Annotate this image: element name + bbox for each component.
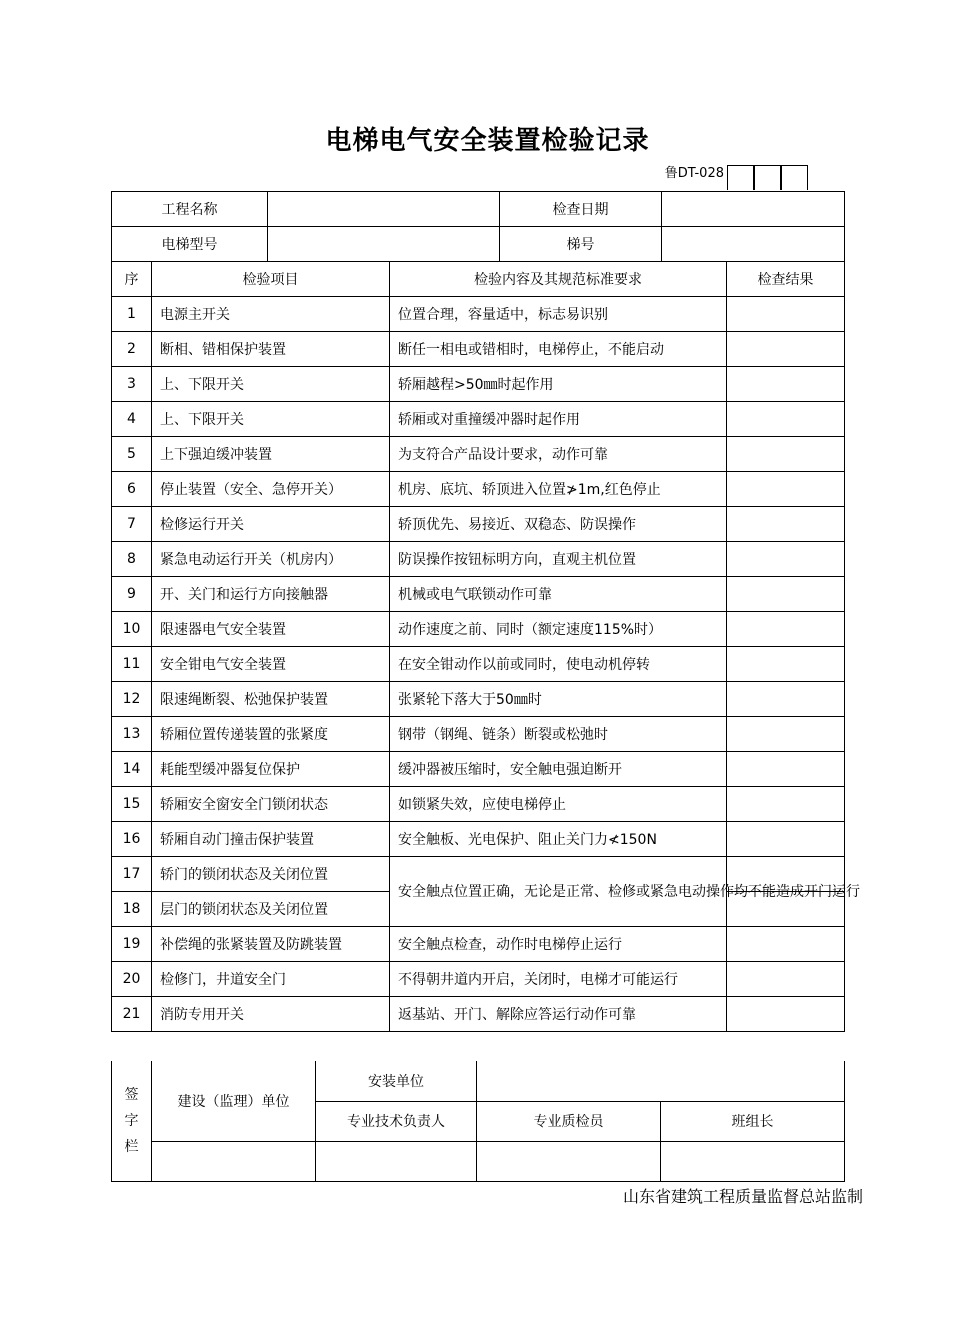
row-content: 防误操作按钮标明方向，直观主机位置 [390,542,727,577]
row-result-field[interactable] [727,962,845,997]
inspection-table [111,191,860,1032]
row-item: 停止装置（安全、急停开关） [152,472,390,507]
row-result-field[interactable] [727,682,845,717]
signature-table [111,1061,845,1182]
team-leader-sign-field[interactable] [661,1141,845,1181]
row-content: 安全触点检查，动作时电梯停止运行 [390,927,727,962]
row-result-field[interactable] [727,717,845,752]
row-item: 检修门，井道安全门 [152,962,390,997]
row-number: 16 [112,822,152,857]
row-content: 动作速度之前、同时（额定速度115%时） [390,612,727,647]
row-content: 在安全钳动作以前或同时，使电动机停转 [390,647,727,682]
table-row [112,332,845,367]
team-leader-label: 班组长 [661,1101,845,1141]
row-item: 轿门的锁闭状态及关闭位置 [152,857,390,892]
table-row [112,927,845,962]
row-content-merged: 安全触点位置正确，无论是正常、检修或紧急电动操作均不能造成开门运行 [390,857,727,927]
sign-char-1: 签 [124,1086,139,1103]
elevator-no-label: 梯号 [500,227,662,262]
table-row [112,857,845,892]
code-box-2[interactable] [754,165,781,190]
row-item: 上下强迫缓冲装置 [152,437,390,472]
table-row [112,822,845,857]
table-row [112,542,845,577]
table-row [112,647,845,682]
sign-char-3: 栏 [124,1138,139,1155]
row-result-field[interactable] [727,472,845,507]
row-content: 位置合理，容量适中，标志易识别 [390,297,727,332]
construction-sign-field[interactable] [152,1141,316,1181]
table-row [112,577,845,612]
row-number: 4 [112,402,152,437]
page-title: 电梯电气安全装置检验记录 [325,126,650,156]
row-result-field[interactable] [727,997,845,1032]
row-number: 14 [112,752,152,787]
row-number: 9 [112,577,152,612]
footer-supervisor: 山东省建筑工程质量监督总站监制 [622,1187,863,1206]
row-item: 轿厢安全窗安全门锁闭状态 [152,787,390,822]
column-header-row [112,262,845,297]
row-content: 返基站、开门、解除应答运行动作可靠 [390,997,727,1032]
row-item: 上、下限开关 [152,402,390,437]
row-number: 6 [112,472,152,507]
row-item: 轿厢自动门撞击保护装置 [152,822,390,857]
project-name-field[interactable] [268,192,500,227]
row-number: 21 [112,997,152,1032]
row-item: 层门的锁闭状态及关闭位置 [152,892,390,927]
table-row [112,962,845,997]
row-result-field[interactable] [727,297,845,332]
row-number: 15 [112,787,152,822]
row-result-field[interactable] [727,577,845,612]
row-result-field[interactable] [727,752,845,787]
inspect-date-field[interactable] [662,192,845,227]
project-name-label: 工程名称 [112,192,268,227]
row-result-field[interactable] [727,367,845,402]
row-number: 3 [112,367,152,402]
table-row [112,507,845,542]
row-result-field[interactable] [727,612,845,647]
row-number: 2 [112,332,152,367]
row-result-field[interactable] [727,822,845,857]
construction-unit-label: 建设（监理）单位 [152,1061,316,1141]
row-result-field[interactable] [727,437,845,472]
row-number: 11 [112,647,152,682]
row-content: 为支符合产品设计要求，动作可靠 [390,437,727,472]
row-content: 安全触板、光电保护、阻止关门力≮150N [390,822,727,857]
table-row [112,297,845,332]
signature-side-label [112,1061,152,1181]
row-item: 限速绳断裂、松弛保护装置 [152,682,390,717]
row-content: 轿厢或对重撞缓冲器时起作用 [390,402,727,437]
inspect-date-label: 检查日期 [500,192,662,227]
row-result-field[interactable] [727,927,845,962]
row-number: 5 [112,437,152,472]
row-content: 轿顶优先、易接近、双稳态、防误操作 [390,507,727,542]
row-content: 断任一相电或错相时，电梯停止，不能启动 [390,332,727,367]
col-content: 检验内容及其规范标准要求 [390,262,727,297]
quality-inspector-label: 专业质检员 [477,1101,661,1141]
col-item: 检验项目 [152,262,390,297]
row-number: 10 [112,612,152,647]
row-number: 19 [112,927,152,962]
row-number: 8 [112,542,152,577]
table-row [112,752,845,787]
row-item: 紧急电动运行开关（机房内） [152,542,390,577]
elevator-model-label: 电梯型号 [112,227,268,262]
row-item: 消防专用开关 [152,997,390,1032]
row-item: 限速器电气安全装置 [152,612,390,647]
table-row [112,402,845,437]
row-item: 开、关门和运行方向接触器 [152,577,390,612]
table-row [112,612,845,647]
code-box-1[interactable] [727,165,754,190]
form-code: 鲁DT-028 [664,166,724,181]
table-row [112,437,845,472]
row-number: 18 [112,892,152,927]
tech-lead-sign-field[interactable] [316,1141,477,1181]
row-result-field[interactable] [727,542,845,577]
row-item: 耗能型缓冲器复位保护 [152,752,390,787]
row-item: 断相、错相保护装置 [152,332,390,367]
row-item: 电源主开关 [152,297,390,332]
row-content: 轿厢越程>50㎜时起作用 [390,367,727,402]
row-number: 12 [112,682,152,717]
table-row [112,997,845,1032]
install-unit-label: 安装单位 [316,1061,477,1101]
col-seq: 序 [112,262,152,297]
header-row-2 [112,227,845,262]
row-content: 钢带（钢绳、链条）断裂或松弛时 [390,717,727,752]
row-result-field[interactable] [727,332,845,367]
table-row [112,787,845,822]
row-content: 机房、底坑、轿顶进入位置≯1m,红色停止 [390,472,727,507]
row-item: 检修运行开关 [152,507,390,542]
row-content: 张紧轮下落大于50㎜时 [390,682,727,717]
row-number: 17 [112,857,152,892]
row-number: 7 [112,507,152,542]
row-content: 不得朝井道内开启，关闭时，电梯才可能运行 [390,962,727,997]
col-result: 检查结果 [727,262,845,297]
row-number: 1 [112,297,152,332]
table-row [112,717,845,752]
row-item: 轿厢位置传递装置的张紧度 [152,717,390,752]
table-row [112,472,845,507]
elevator-model-field[interactable] [268,227,500,262]
row-content: 缓冲器被压缩时，安全触电强迫断开 [390,752,727,787]
sign-char-2: 字 [124,1112,139,1129]
row-item: 补偿绳的张紧装置及防跳装置 [152,927,390,962]
row-number: 20 [112,962,152,997]
table-row [112,367,845,402]
code-box-3[interactable] [781,165,808,190]
row-content: 机械或电气联锁动作可靠 [390,577,727,612]
row-number: 13 [112,717,152,752]
quality-inspector-sign-field[interactable] [477,1141,661,1181]
tech-lead-label: 专业技术负责人 [316,1101,477,1141]
row-item: 上、下限开关 [152,367,390,402]
row-result-field[interactable] [727,402,845,437]
row-result-field[interactable] [727,647,845,682]
header-row-1 [112,192,845,227]
row-item: 安全钳电气安全装置 [152,647,390,682]
row-content: 如锁紧失效，应使电梯停止 [390,787,727,822]
row-result-field[interactable] [727,507,845,542]
row-result-field[interactable] [727,787,845,822]
install-unit-field[interactable] [477,1061,845,1101]
elevator-no-field[interactable] [662,227,845,262]
table-row [112,682,845,717]
